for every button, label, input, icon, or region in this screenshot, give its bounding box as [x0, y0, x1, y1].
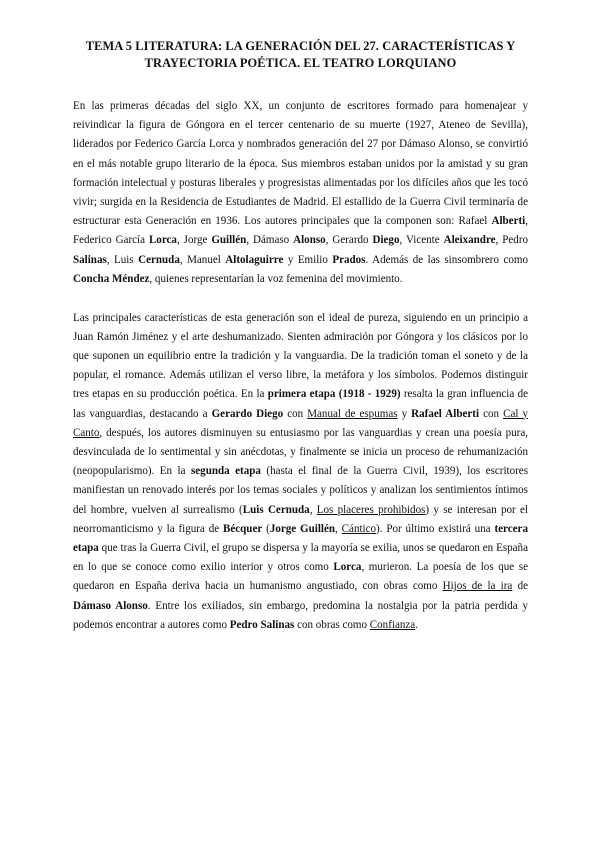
text-run: , Manuel: [179, 253, 226, 266]
text-run: con: [283, 407, 308, 420]
bold-text: Guillén: [211, 234, 247, 247]
text-run: , Gerardo: [325, 234, 373, 247]
text-run: con: [479, 407, 504, 420]
text-run: , Vicente: [399, 234, 444, 247]
bold-text: Jorge Guillén: [269, 522, 336, 535]
bold-text: Pedro Salinas: [229, 618, 295, 631]
text-run: con obras como: [294, 618, 370, 631]
text-run: ). Por último existirá una: [376, 522, 495, 535]
bold-text: Gerardo Diego: [211, 407, 284, 420]
document-title: TEMA 5 LITERATURA: LA GENERACIÓN DEL 27. CARACTERÍSTICAS Y TRAYECTORIA POÉTICA. EL TEATRO LORQUIANO: [85, 39, 516, 70]
bold-text: Prados: [332, 253, 366, 266]
text-run: . Entre los exiliados, sin embargo, predomina la nostalgia por la patria perdida y podemos encontrar a autores como: [73, 599, 528, 631]
bold-text: Lorca: [333, 561, 362, 574]
paragraph-intro: [73, 97, 528, 289]
paragraph-gap: [73, 289, 528, 309]
text-run: y Emilio: [283, 253, 333, 266]
text-run: (hasta el final de la Guerra Civil, 1939), los escritores manifiestan un renovado interés por los temas sociales y políticos y analizan los sentimientos íntimos del hombre, vuelven al surrealismo (: [73, 465, 528, 516]
text-run: Las principales características de esta generación son el ideal de pureza, siguiendo en un principio a Juan Ramón Jiménez y el arte deshumanizado. Sienten admiración por Góngora y los clásicos por lo que suponen un equilibrio entre la tradición y la vanguardia. De la tradición toman el soneto y de la popular, el romance. Además utilizan el verso libre, la metáfora y los símbolos. Podemos distinguir tres etapas en su producción poética. En la: [73, 311, 528, 401]
bold-text: Alonso: [293, 234, 326, 247]
bold-text: tercera etapa: [73, 522, 528, 554]
text-run: ,: [309, 503, 317, 516]
work-title: Manual de espumas: [307, 407, 398, 420]
text-run: , después, los autores disminuyen su entusiasmo por las vanguardias y crean una poesía pura, desvinculada de lo sentimental y sin anécdotas, y finalmente se inicia un proceso de rehumanización (neopopularismo). En la: [73, 426, 528, 478]
bold-text: Diego: [372, 234, 400, 247]
bold-text: Aleixandre: [443, 234, 496, 247]
text-run: , murieron. La poesía de los que se quedaron en España deriva hacia un humanismo angustiado, con obras como: [73, 561, 528, 593]
text-run: de: [512, 580, 528, 593]
text-run: resalta la gran influencia de las vanguardias, destacando a: [73, 388, 528, 420]
bold-text: Bécquer: [222, 522, 263, 535]
text-run: , Luis: [106, 253, 139, 266]
text-run: , Dámaso: [246, 234, 294, 247]
bold-text: primera etapa (1918 - 1929): [267, 388, 401, 401]
work-title: Confianza: [369, 618, 416, 631]
work-title: Hijos de la ira: [442, 580, 513, 593]
work-title: Cántico: [341, 522, 377, 535]
text-run: que tras la Guerra Civil, el grupo se dispersa y la mayoría se exilia, unos se quedaron en España en lo que se conoce como exilio interior y otros como: [73, 541, 528, 574]
text-run: ,: [335, 522, 342, 535]
work-title: Los placeres prohibidos: [316, 503, 426, 516]
text-run: ) y se interesan por el neorromanticismo y la figura de: [73, 503, 528, 535]
bold-text: Lorca: [148, 234, 177, 247]
bold-text: Altolaguirre: [225, 253, 284, 266]
text-run: . Además de las sinsombrero como: [365, 253, 528, 266]
bold-text: Concha Méndez: [73, 272, 150, 285]
bold-text: Luis Cernuda: [242, 503, 310, 516]
bold-text: Cernuda: [138, 253, 180, 266]
paragraph-characteristics: [73, 309, 528, 635]
bold-text: Dámaso Alonso: [73, 599, 148, 612]
work-title: Cal y Canto: [73, 407, 529, 439]
bold-text: Rafael Alberti: [411, 407, 480, 420]
text-run: (: [262, 522, 270, 535]
bold-text: Alberti: [491, 215, 526, 228]
text-run: .: [415, 618, 418, 631]
text-run: , quienes representarían la voz femenina del movimiento.: [149, 272, 403, 285]
text-run: En las primeras décadas del siglo XX, un conjunto de escritores formado para homenajear y reivindicar la figura de Góngora en el tercer centenario de su muerte (1927, Ateneo de Sevilla), liderados por Federico García Lorca y nombrados generación del 27 por Dámaso Alonso, se convirtió en el más notable grupo literario de la época. Sus miembros estaban unidos por la amistad y su gran formación intelectual y posturas liberales y progresistas alimentadas por los difíciles años que les tocó vivir; surgida en la Residencia de Estudiantes de Madrid. El estallido de la Guerra Civil terminaría de estructurar esta Generación en 1936. Los autores principales que la componen son: Rafael: [73, 100, 528, 228]
bold-text: segunda etapa: [190, 465, 261, 478]
text-run: y: [397, 407, 412, 420]
bold-text: Salinas: [73, 253, 107, 266]
text-run: , Pedro: [495, 234, 529, 247]
text-run: , Federico García: [73, 215, 528, 247]
text-run: , Jorge: [176, 234, 212, 247]
